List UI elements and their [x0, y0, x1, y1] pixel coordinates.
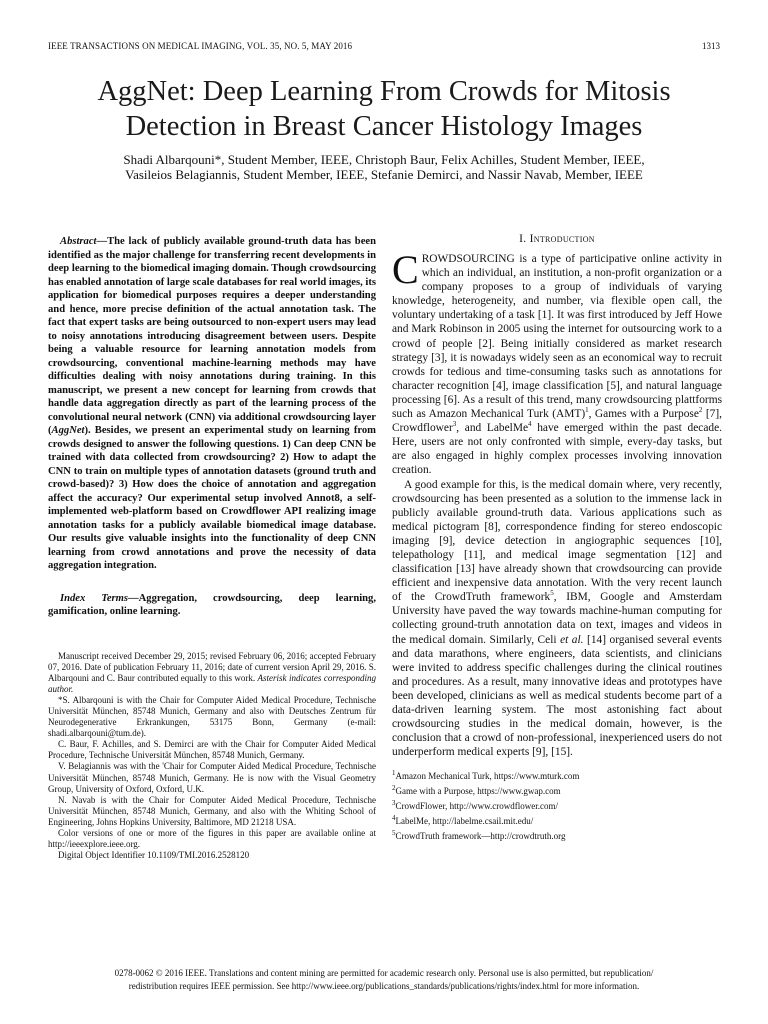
abstract [48, 235, 376, 573]
note-belagiannis: V. Belagiannis was with the 'Chair for Computer Aided Medical Procedure, Technische Universität München, 85748 Munich, Germany. He is now with the Visual Geometry Group, University of Oxford, Oxford, U.K. [48, 761, 376, 794]
title-line-1: AggNet: Deep Learning From Crowds for Mitosis [97, 76, 671, 107]
footnote-text[interactable]: Game with a Purpose, https://www.gwap.com [395, 786, 561, 797]
p2-text-b: , IBM, Google and Amsterdam University have paved the way towards machine-human computing for collecting ground-truth annotation data on text, images and videos in the medical domain. Similarly, Celi [392, 591, 722, 646]
note-doi: Digital Object Identifier 10.1109/TMI.2016.2528120 [58, 850, 250, 861]
index-terms-lead: Index Terms [60, 592, 129, 604]
authors-line-1: Shadi Albarqouni*, Student Member, IEEE, Christoph Baur, Felix Achilles, Student Member, IEEE, [123, 152, 645, 167]
authors-line-2: Vasileios Belagiannis, Student Member, IEEE, Stefanie Demirci, and Nassir Navab, Member, IEEE [125, 167, 643, 182]
fn-ref-3: 3 [452, 420, 457, 429]
footnote-num: 2 [392, 784, 396, 793]
title-line-2: Detection in Breast Cancer Histology Images [125, 111, 643, 142]
footnote-num: 1 [392, 769, 396, 778]
abstract-text-1: —The lack of publicly available ground-truth data has been identified as the major challenge for transferring recent developments in deep learning to the biomedical imaging domain. Though crowdsourcing has enabled annotation of large scale databases for real world images, its application for biomedical purposes requires a deeper understanding and hence, more precise definition of the actual annotation task. The fact that expert tasks are being outsourced to non-expert users may lead to noisy annotations introducing disagreement between users. Despite being a valuable resource for learning annotation models from crowdsourcing, conventional machine-learning methods may have difficulties dealing with noisy annotations during training. In this manuscript, we present a new concept for learning from crowds that handle data aggregation directly as part of the learning process of the convolutional neural network (CNN) via additional crowdsourcing layer ( [48, 236, 377, 436]
note-received-text: Manuscript received December 29, 2015; revised February 06, 2016; accepted February 07, 2016. Date of publication February 11, 2016; date of current version April 29, 2016. S. Albarqouni and C. Baur contributed equally to this work. [48, 650, 376, 683]
note-received [48, 651, 376, 695]
note-asterisk: Asterisk indicates corresponding author. [48, 672, 376, 694]
footnote-num: 4 [392, 814, 396, 823]
left-column [48, 235, 376, 861]
p1-text-d: , and LabelMe [456, 422, 529, 435]
copyright-line-2: redistribution requires IEEE permission. See http://www.ieee.org/publications_standards/publications/rights/index.html for more information. [128, 980, 640, 991]
section-heading [392, 232, 722, 246]
section-title: Introduction [529, 233, 595, 245]
footnote-2 [392, 784, 722, 799]
manuscript-notes [48, 651, 376, 862]
p1-text: ROWDSOURCING is a type of participative online activity in which an individual, an institution, a non-profit organization or a company proposes to a group of individuals of varying knowledge, heterogeneity, and number, via flexible open call, the voluntary undertaking of a task [1]. It was first introduced by Jeff Howe and Mark Robinson in 2005 using the internet for outsourcing work to a crowd of people [2]. Being initially considered as market research strategy [3], it is nowadays widely seen as an economical way to recruit crowds for tedious and time-consuming tasks such as annotations for character recognition [4], image classification [5], and natural language processing [6]. As a result of this trend, many crowdsourcing plattforms such as Amazon Mechanical Turk (AMT) [392, 253, 722, 421]
fn-ref-2: 2 [698, 406, 703, 415]
footnote-4 [392, 814, 722, 829]
fn-ref-1: 1 [585, 406, 589, 415]
footnote-3 [392, 799, 722, 814]
index-terms-text: —Aggregation, crowdsourcing, deep learning, gamification, online learning. [48, 592, 376, 617]
author-list [40, 152, 728, 182]
fn-ref-4: 4 [528, 420, 532, 429]
p2-text-a: A good example for this, is the medical domain where, very recently, crowdsourcing has been presented as a solution to the immense lack in publicly available ground-truth data. Various applications such as medical pictogram [8], correspondence finding for stereo endoscopic imaging [9], device detection in angiographic sequences [10], telepathology [11], and medical image segmentation [12] and classification [13] have already shown that crowdsourcing can provide efficient and inexpensive data annotation. With the very recent launch of the CrowdTruth framework [392, 478, 722, 604]
footnote-num: 5 [392, 829, 396, 838]
note-baur: C. Baur, F. Achilles, and S. Demirci are with the Chair for Computer Aided Medical Procedure, Technische Universität München, 85748 Munich, Germany. [48, 739, 376, 761]
footnote-num: 3 [392, 799, 396, 808]
copyright-line-1: 0278-0062 © 2016 IEEE. Translations and content mining are permitted for academic research only. Personal use is also permitted, but republication/ [114, 968, 654, 978]
abstract-text-2: ). Besides, we present an experimental study on learning from crowds designed to answer the following questions. 1) Can deep CNN be trained with data collected from crowdsourcing? 2) How to adapt the CNN to train on multiple types of annotation datasets (ground truth and crowd-based)? 3) How does the choice of annotation and aggregation affect the accuracy? Our experimental setup involved Annot8, a self-implemented web-platform based on Crowdflower API realizing image annotation tasks for a publicly available biomedical image database. Our results give valuable insights into the functionality of deep CNN learning from crowd annotations and prove the necessity of data aggregation integration. [48, 425, 376, 571]
copyright-notice [48, 967, 720, 992]
section-number: I. [519, 233, 527, 245]
footnotes [392, 769, 722, 844]
abstract-aggnet: AggNet [51, 425, 85, 436]
footnote-5 [392, 829, 722, 844]
abstract-lead: Abstract [60, 236, 97, 247]
footnote-text[interactable]: LabelMe, http://labelme.csail.mit.edu/ [395, 816, 534, 827]
paper-title [40, 74, 728, 144]
running-header: IEEE TRANSACTIONS ON MEDICAL IMAGING, VOL. 35, NO. 5, MAY 2016 [48, 41, 353, 51]
et-al: et al. [560, 633, 584, 646]
p1-text-c: [7], Crowdflower [392, 408, 722, 435]
note-navab: N. Navab is with the Chair for Computer Aided Medical Procedure, Technische Universität München, 85748 Munich, Germany, and also with the Whiting School of Engineering, Johns Hopkins University, Baltimore, MD 21218 USA. [48, 794, 376, 827]
note-color: Color versions of one or more of the figures in this paper are available online at http://ieeexplore.ieee.org. [48, 828, 376, 850]
page-number: 1313 [702, 41, 720, 51]
p1-text-e: have emerged within the past decade. Here, users are not only confronted with simple, every-day tasks, but are also engaged in highly complex processes involving innovation creation. [392, 422, 722, 477]
p2-text-c: [14] organised several events and data marathons, where engineers, data scientists, and clinicians were invited to address specific challenges during the clinical routines and procedures. As a result, many innovative ideas and prototypes have been developed, clinicians as well as medical students become part of a data-driven learning system. The most astonishing fact about crowdsourcing studies in the medical domain, however, is the conclusion that a crowd of non-professional, inexperienced users do not underperform medical experts [9], [15]. [392, 633, 722, 759]
footnote-text[interactable]: CrowdTruth framework—http://crowdtruth.org [395, 831, 566, 842]
note-albarqouni: *S. Albarqouni is with the Chair for Computer Aided Medical Procedure, Technische Universität München, 85748 Munich, Germany and also with Deutsches Zentrum für Neurodegenerative Erkrankungen, 53175 Bonn, Germany (e-mail: shadi.albarqouni@tum.de). [48, 694, 376, 739]
footnote-text[interactable]: Amazon Mechanical Turk, https://www.mturk.com [395, 771, 580, 782]
drop-cap: C [392, 247, 419, 292]
footnote-text[interactable]: CrowdFlower, http://www.crowdflower.com/ [395, 801, 559, 812]
fn-ref-5: 5 [550, 589, 554, 598]
p1-text-b: , Games with a Purpose [588, 408, 699, 421]
intro-paragraph-2 [392, 478, 722, 760]
right-column [392, 232, 722, 844]
intro-paragraph-1 [392, 247, 722, 478]
footnote-1 [392, 769, 722, 784]
index-terms [48, 592, 376, 619]
